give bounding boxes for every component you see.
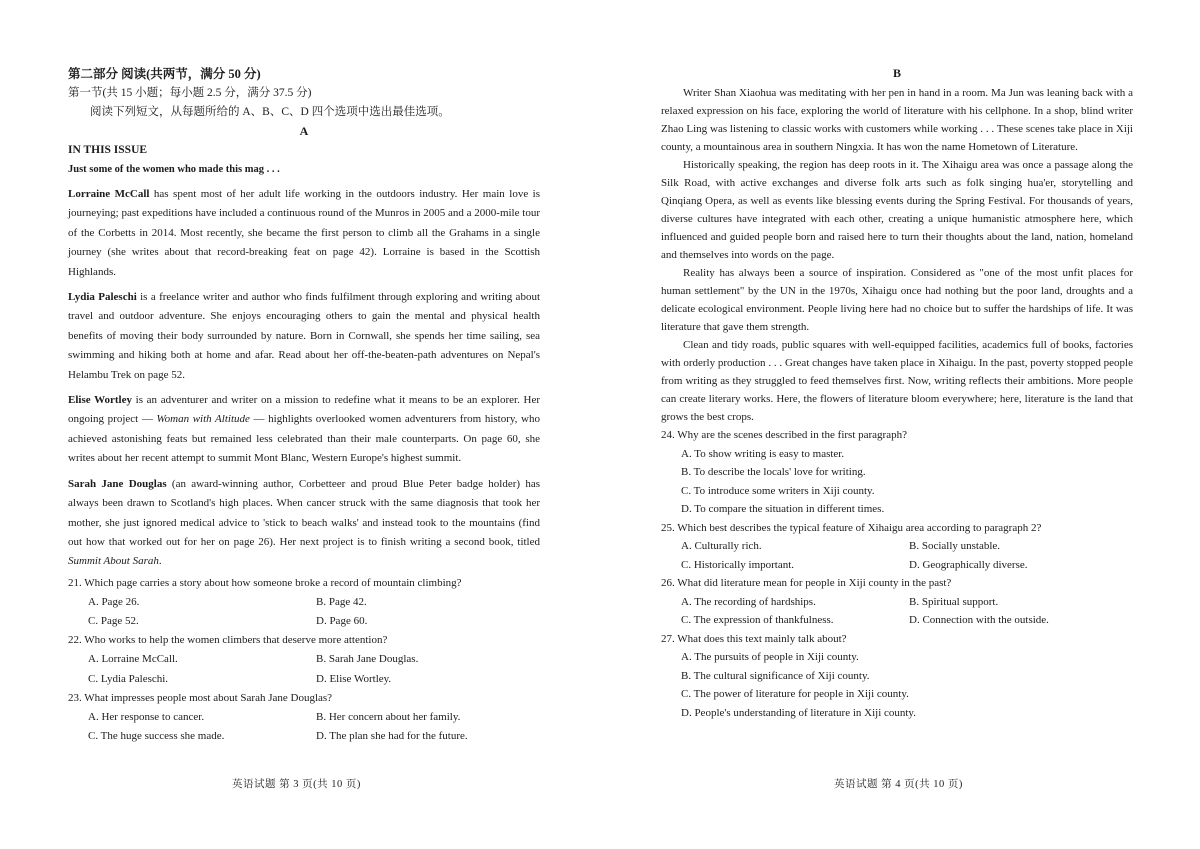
profile-name: Elise Wortley bbox=[68, 394, 132, 407]
question-stem: 25. Which best describes the typical feature of Xihaigu area according to paragraph 2? bbox=[661, 521, 1042, 534]
question-25 bbox=[661, 519, 1133, 575]
profile-text: — highlights overlooked women adventurers from history, who achieved astonishing feats but remained less celebrated than their male counterparts. On page 60, she writes about her recent attempt to summit Mont Blanc, Western Europe's highest summit. bbox=[68, 413, 540, 465]
passage-b-letter: B bbox=[892, 66, 901, 80]
option-d[interactable]: D. The plan she had for the future. bbox=[316, 730, 468, 743]
option-a[interactable]: A. The recording of hardships. bbox=[681, 595, 816, 608]
question-stem: 21. Which page carries a story about how someone broke a record of mountain climbing? bbox=[68, 576, 462, 589]
option-c[interactable]: C. Page 52. bbox=[88, 615, 139, 628]
profile-text: is an adventurer and writer on a mission to redefine what it means to be an explorer. Her ongoing project — bbox=[68, 394, 541, 426]
option-b[interactable]: B. To describe the locals' love for writing. bbox=[681, 466, 866, 478]
option-c[interactable]: C. The expression of thankfulness. bbox=[681, 614, 834, 626]
passage-paragraph: Reality has always been a source of inspiration. Considered as "one of the most unfit places for human settlement" by the UN in the 1970s, Xihaigu once had nothing but the poor land, droughts and a delicate ecological environment. People living here had no choice but to suffer the hardships of life. It was literature that gave them strength. bbox=[661, 267, 1133, 333]
profile-name: Lydia Paleschi bbox=[68, 291, 137, 304]
passage-paragraph: Historically speaking, the region has deep roots in it. The Xihaigu area was once a passage along the Silk Road, with active exchanges and diverse folk arts such as folk singing hua'er, storytelling and Qinqiang Opera, as well as events like blessing events during the Spring Festival. For thousands of years, diverse cultures have integrated with each other, creating a unique humanistic atmosphere here, which influenced and guided people born and raised here to turn their thoughts about the land, nation, homeland and themselves into words on the page. bbox=[661, 159, 1133, 261]
option-d[interactable]: D. Geographically diverse. bbox=[909, 558, 1028, 571]
option-b[interactable]: B. Page 42. bbox=[316, 595, 367, 608]
option-b[interactable]: B. Sarah Jane Douglas. bbox=[316, 653, 419, 666]
option-a[interactable]: A. To show writing is easy to master. bbox=[681, 447, 845, 460]
profile-text: (an award-winning author, Corbetteer and proud Blue Peter badge holder) has always been drawn to Scotland's high places. When cancer struck with the same diagnosis that took her mother, she just ignored medical advice to 'stick to beach walks' and instead took to the mountains (find out how that worked out for her on page 26). Her next project is to finish writing a second book, titled bbox=[68, 477, 540, 548]
section-title: 第二部分 阅读(共两节，满分 50 分) bbox=[68, 67, 261, 81]
profile-sarah bbox=[68, 475, 540, 572]
section-subtitle: 第一节(共 15 小题；每小题 2.5 分，满分 37.5 分) bbox=[68, 87, 312, 99]
question-stem: 24. Why are the scenes described in the first paragraph? bbox=[661, 429, 907, 441]
project-title: Woman with Altitude bbox=[156, 413, 250, 426]
question-21 bbox=[68, 574, 540, 632]
option-b[interactable]: B. Spiritual support. bbox=[909, 595, 999, 608]
question-26 bbox=[661, 574, 1133, 630]
option-b[interactable]: B. The cultural significance of Xiji county. bbox=[681, 669, 870, 682]
instructions: 阅读下列短文，从每题所给的 A、B、C、D 四个选项中选出最佳选项。 bbox=[90, 106, 450, 118]
left-column bbox=[68, 64, 540, 746]
issue-title: IN THIS ISSUE bbox=[68, 144, 148, 156]
right-page bbox=[600, 0, 1200, 849]
book-title: Summit About Sarah bbox=[68, 555, 159, 568]
profile-text: is a freelance writer and author who finds fulfilment through exploring and writing about travel and outdoor adventure. She enjoys encouraging others to gain the mental and physical health benefits of moving their body surrounded by nature. Born in Cornwall, she spends her time sailing, sea swimming and hiking both at home and afar. Read about her off-the-beaten-path adventures on Nepal's Helambu Trek on page 52. bbox=[68, 291, 540, 381]
question-24 bbox=[661, 426, 1133, 519]
option-c[interactable]: C. To introduce some writers in Xiji county. bbox=[681, 484, 875, 497]
option-d[interactable]: D. People's understanding of literature in Xiji county. bbox=[681, 706, 916, 719]
option-d[interactable]: D. Connection with the outside. bbox=[909, 614, 1049, 626]
issue-subtitle: Just some of the women who made this mag . . . bbox=[68, 164, 280, 175]
profile-name: Sarah Jane Douglas bbox=[68, 477, 167, 490]
passage-paragraph: Clean and tidy roads, public squares with well-equipped facilities, academics full of books, factories with orderly production . . . Great changes have taken place in Xihaigu. In the past, poverty stopped people from writing as they struggled to feed themselves first. Now, writing reflects their ambitions. More people can create literary works. Here, the flowers of literature bloom everywhere; here, literature is the land that grows the best crops. bbox=[661, 339, 1133, 423]
profile-text: . bbox=[158, 555, 162, 568]
option-a[interactable]: A. Lorraine McCall. bbox=[88, 653, 178, 666]
option-c[interactable]: C. The power of literature for people in Xiji county. bbox=[681, 688, 909, 700]
page-footer: 英语试题 第 4 页(共 10 页) bbox=[834, 779, 963, 790]
profile-lorraine bbox=[68, 185, 540, 282]
passage-paragraph: Writer Shan Xiaohua was meditating with her pen in hand in a room. Ma Jun was leaning back with a relaxed expression on his face, exploring the world of literature with his cellphone. In a shop, blind writer Zhao Ling was listening to classic works with customers while working . . . These scenes take place in Xiji county, a mountainous area in southern Ningxia. It has won the name Hometown of Literature. bbox=[661, 87, 1133, 153]
question-27 bbox=[661, 630, 1133, 723]
profile-lydia bbox=[68, 288, 540, 385]
option-b[interactable]: B. Socially unstable. bbox=[909, 540, 1001, 552]
question-22 bbox=[68, 631, 540, 689]
option-a[interactable]: A. The pursuits of people in Xiji county. bbox=[681, 651, 859, 663]
question-23 bbox=[68, 689, 540, 747]
question-stem: 27. What does this text mainly talk about? bbox=[661, 632, 847, 645]
profile-name: Lorraine McCall bbox=[68, 188, 150, 200]
question-stem: 26. What did literature mean for people in Xiji county in the past? bbox=[661, 577, 952, 589]
option-d[interactable]: D. To compare the situation in different times. bbox=[681, 503, 885, 515]
option-c[interactable]: C. Historically important. bbox=[681, 558, 795, 571]
option-c[interactable]: C. The huge success she made. bbox=[88, 730, 225, 743]
profile-elise bbox=[68, 391, 540, 469]
option-d[interactable]: D. Page 60. bbox=[316, 615, 368, 628]
question-stem: 22. Who works to help the women climbers that deserve more attention? bbox=[68, 634, 388, 647]
option-a[interactable]: A. Her response to cancer. bbox=[88, 711, 205, 724]
passage-a-letter: A bbox=[299, 124, 309, 138]
option-d[interactable]: D. Elise Wortley. bbox=[316, 672, 392, 685]
profile-text: has spent most of her adult life working in the outdoors industry. Her main love is journeying; past expeditions have included a continuous round of the Munros in 2005 and a 2000-mile tour of the Corbetts in 2014. Most recently, she became the first person to climb all the Grahams in a single journey (she writes about that record-breaking feat on page 42). Lorraine is based in the Scottish Highlands. bbox=[68, 188, 540, 278]
option-b[interactable]: B. Her concern about her family. bbox=[316, 711, 461, 724]
question-stem: 23. What impresses people most about Sarah Jane Douglas? bbox=[68, 691, 333, 704]
option-a[interactable]: A. Page 26. bbox=[88, 595, 140, 608]
option-c[interactable]: C. Lydia Paleschi. bbox=[88, 672, 169, 685]
page-footer: 英语试题 第 3 页(共 10 页) bbox=[232, 779, 361, 790]
right-column bbox=[661, 64, 1133, 722]
option-a[interactable]: A. Culturally rich. bbox=[681, 540, 762, 552]
